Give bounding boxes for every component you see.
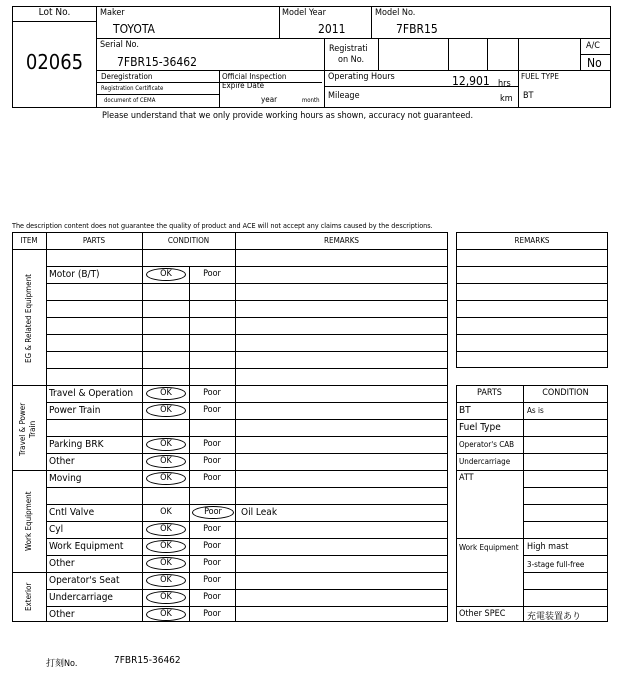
ok-label: OK [160,524,172,534]
remark-oil-leak: Oil Leak [241,507,278,518]
part-label: Motor (B/T) [49,269,100,280]
poor-label: Poor [203,388,221,398]
serial-value: 7FBR15-36462 [117,55,197,69]
ok-label: OK [160,473,172,483]
op-hours-label: Operating Hours [328,72,395,82]
part-label: Other [49,609,75,620]
part-label: Cyl [49,524,64,535]
registration-label-1: Registrati [329,44,368,54]
ac-label: A/C [586,41,600,51]
poor-label: Poor [204,507,222,517]
group-work-label: Work Equipment [24,491,33,551]
poor-label: Poor [203,524,221,534]
lot-label: Lot No. [38,7,71,18]
ok-label: OK [160,541,172,551]
fuel-type-label: FUEL TYPE [521,72,559,81]
part-label: Other [49,558,75,569]
part-label: Moving [49,473,82,484]
part-label: Parking BRK [49,439,104,450]
model-no-value: 7FBR15 [396,22,438,36]
poor-label: Poor [203,405,221,415]
part-label: Work Equipment [49,541,124,552]
month-label: month [302,97,320,104]
ok-label: OK [160,609,172,619]
poor-label: Poor [203,558,221,568]
accuracy-note: Please understand that we only provide working hours as shown, accuracy not guaranteed. [102,111,474,121]
year-label: year [261,95,278,104]
poor-label: Poor [203,456,221,466]
col-remarks-header: REMARKS [324,236,359,245]
maker-label: Maker [100,8,125,18]
group-travel-label-1: Travel & Power [18,402,27,456]
spec-value: 充電装置あり [527,612,582,622]
ok-label: OK [160,456,172,466]
part-label: Cntl Valve [49,507,95,518]
spec-part: Fuel Type [459,422,501,433]
ok-label: OK [160,269,172,279]
ok-label: OK [160,575,172,585]
disclaimer-text: The description content does not guarantee the quality of product and ACE will not accept any claims caused by the descriptions. [12,221,433,230]
part-label: Operator's Seat [49,575,120,586]
part-label: Power Train [49,405,101,416]
model-year-label: Model Year [282,8,326,18]
spec-part: BT [459,405,471,416]
ok-label: OK [160,592,172,602]
col-item-header: ITEM [20,236,38,245]
spec-parts-header: PARTS [477,388,502,398]
spec-value: As is [527,406,544,415]
group-exterior-label: Exterior [24,582,33,612]
ok-label: OK [160,388,172,398]
part-label: Travel & Operation [49,388,134,399]
group-travel-label-2: Train [28,420,37,438]
spec-condition-header: CONDITION [542,388,589,398]
poor-label: Poor [203,473,221,483]
cema-label: document of CEMA [104,97,156,104]
poor-label: Poor [203,592,221,602]
ac-value: No [587,56,602,70]
group-eg-label: EG & Related Equipment [24,274,33,364]
spec-part: Other SPEC [459,609,506,619]
poor-label: Poor [203,609,221,619]
part-label: Undercarriage [49,592,113,603]
fuel-type-value: BT [523,91,534,101]
spec-value: 3-stage full-free [527,560,585,569]
km-label: km [500,94,513,104]
mileage-label: Mileage [328,91,360,101]
spec-part: ATT [459,473,474,483]
model-no-label: Model No. [375,8,416,18]
spec-part: Operator's CAB [459,440,515,449]
right-remarks-title: REMARKS [514,236,550,245]
spec-value: High mast [527,542,569,552]
model-year-value: 2011 [318,22,346,36]
poor-label: Poor [203,439,221,449]
col-condition-header: CONDITION [167,236,210,245]
hrs-label: hrs [498,79,511,89]
op-hours-value: 12,901 [452,74,490,88]
dereg-label: Deregistration [101,72,153,81]
poor-label: Poor [203,575,221,585]
registration-label-2: on No. [338,55,365,65]
poor-label: Poor [203,541,221,551]
spec-part: Work Equipment [459,543,519,552]
spec-part: Undercarriage [459,457,511,466]
part-label: Other [49,456,75,467]
col-parts-header: PARTS [82,236,106,245]
poor-label: Poor [203,269,221,279]
ok-label: OK [160,405,172,415]
serial-label: Serial No. [100,40,139,50]
ok-label: OK [160,558,172,568]
ok-label: OK [160,507,172,517]
lot-number: 02065 [25,50,84,74]
inspection-label-2: Expire Date [222,81,265,90]
inspection-label-1: Official Inspection [222,72,287,81]
stamp-label: 打刻No. [46,659,78,669]
reg-cert-label: Registration Certificate [101,85,164,92]
maker-value: TOYOTA [113,22,155,36]
ok-label: OK [160,439,172,449]
stamp-value: 7FBR15-36462 [114,655,181,666]
